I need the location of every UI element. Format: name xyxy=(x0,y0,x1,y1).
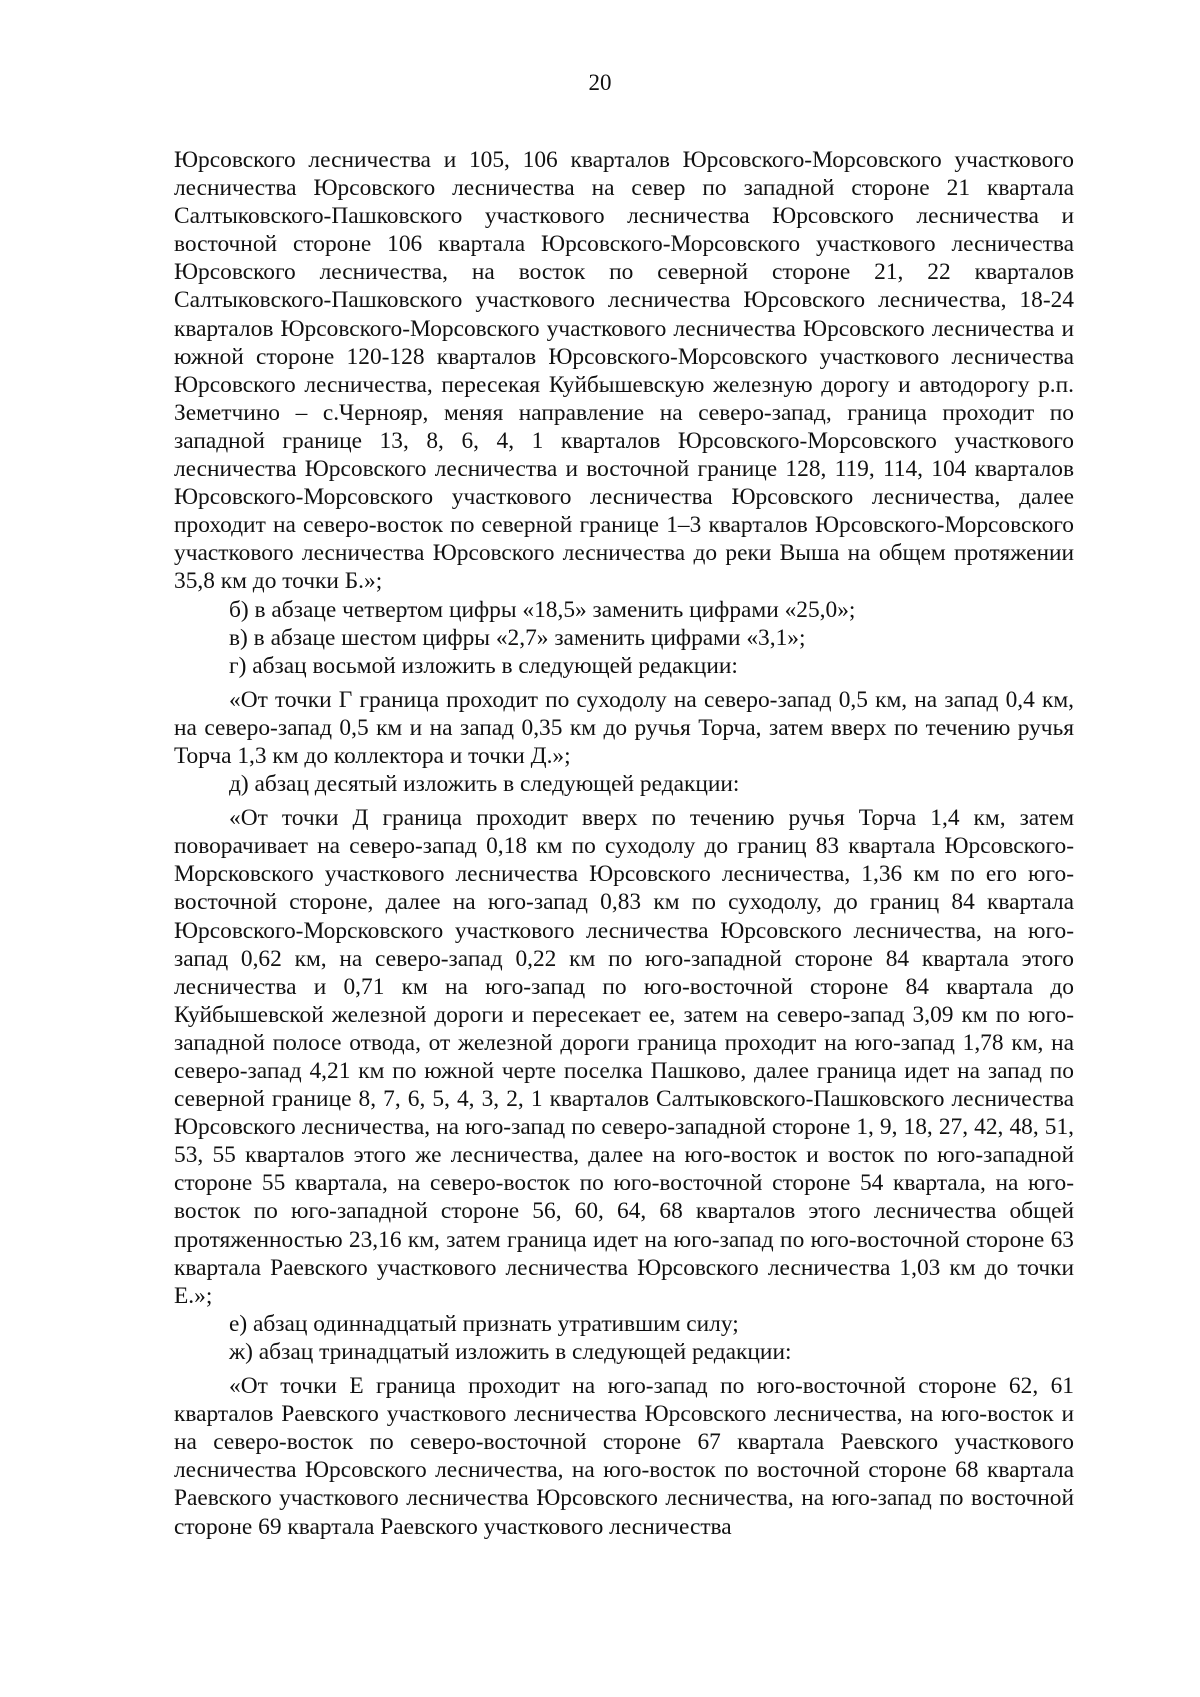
paragraph-item-e: е) абзац одиннадцатый признать утратившим силу; xyxy=(229,1310,739,1337)
paragraph-item-zh: ж) абзац тринадцатый изложить в следующей редакции: xyxy=(229,1338,792,1365)
paragraph-continuation: Юрсовского лесничества и 105, 106 кварталов Юрсовского-Морсовского участкового лесничества Юрсовского лесничества на север по западной стороне 21 квартала Салтыковского-Пашковского участкового лесничества Юрсовского лесничества и восточной стороне 106 квартала Юрсовского-Морсовского участкового лесничества Юрсовского лесничества, на восток по северной стороне 21, 22 кварталов Салтыковского-Пашковского участкового лесничества Юрсовского лесничества, 18-24 кварталов Юрсовского-Морсовского участкового лесничества Юрсовского лесничества и южной стороне 120-128 кварталов Юрсовского-Морсовского участкового лесничества Юрсовского лесничества, пересекая Куйбышевскую железную дорогу и автодорогу р.п. Земетчино – с.Чернояр, меняя направление на северо-запад, граница проходит по западной границе 13, 8, 6, 4, 1 кварталов Юрсовского-Морсовского участкового лесничества Юрсовского лесничества и восточной границе 128, 119, 114, 104 кварталов Юрсовского-Морсовского участкового лесничества Юрсовского лесничества, далее проходит на северо-восток по северной границе 1–3 кварталов Юрсовского-Морсовского участкового лесничества Юрсовского лесничества до реки Выша на общем протяжении 35,8 км до точки Б.»; xyxy=(174,147,1074,595)
paragraph-item-b: б) в абзаце четвертом цифры «18,5» заменить цифрами «25,0»; xyxy=(229,596,856,623)
paragraph-quote-point-g: «От точки Г граница проходит по суходолу на северо-запад 0,5 км, на запад 0,4 км, на северо-запад 0,5 км и на запад 0,35 км до ручья Торча, затем вверх по течению ручья Торча 1,3 км до коллектора и точки Д.»; xyxy=(174,686,1074,769)
paragraph-quote-point-e: «От точки Е граница проходит на юго-запад по юго-восточной стороне 62, 61 кварталов Раевского участкового лесничества Юрсовского лесничества, на юго-восток и на северо-восток по северо-восточной стороне 67 квартала Раевского участкового лесничества Юрсовского лесничества, на юго-восток по восточной стороне 68 квартала Раевского участкового лесничества Юрсовского лесничества, на юго-запад по восточной стороне 69 квартала Раевского участкового лесничества xyxy=(174,1373,1074,1540)
paragraph-item-g: г) абзац восьмой изложить в следующей редакции: xyxy=(229,652,738,679)
paragraph-item-d: д) абзац десятый изложить в следующей редакции: xyxy=(229,771,740,798)
page-number: 20 xyxy=(588,70,612,95)
document-body xyxy=(174,146,1074,1541)
paragraph-quote-point-d: «От точки Д граница проходит вверх по течению ручья Торча 1,4 км, затем поворачивает на северо-запад 0,18 км по суходолу до границ 83 квартала Юрсовского-Морсковского участкового лесничества Юрсовского лесничества, 1,36 км по его юго-восточной стороне, далее на юго-запад 0,83 км по суходолу, до границ 84 квартала Юрсовского-Морсковского участкового лесничества Юрсовского лесничества, на юго-запад 0,62 км, на северо-запад 0,22 км по юго-западной стороне 84 квартала этого лесничества и 0,71 км на юго-запад по юго-восточной стороне 84 квартала до Куйбышевской железной дороги и пересекает ее, затем на северо-запад 3,09 км по юго-западной полосе отвода, от железной дороги граница проходит на юго-запад 1,78 км, на северо-запад 4,21 км по южной черте поселка Пашково, далее граница идет на запад по северной границе 8, 7, 6, 5, 4, 3, 2, 1 кварталов Салтыковского-Пашковского лесничества Юрсовского лесничества, на юго-запад по северо-западной стороне 1, 9, 18, 27, 42, 48, 51, 53, 55 кварталов этого же лесничества, далее на юго-восток и восток по юго-западной стороне 55 квартала, на северо-восток по юго-восточной стороне 54 квартала, на юго-восток по юго-западной стороне 56, 60, 64, 68 кварталов этого лесничества общей протяженностью 23,16 км, затем граница идет на юго-запад по юго-восточной стороне 63 квартала Раевского участкового лесничества Юрсовского лесничества 1,03 км до точки Е.»; xyxy=(174,805,1074,1309)
paragraph-item-v: в) в абзаце шестом цифры «2,7» заменить цифрами «3,1»; xyxy=(229,624,806,651)
